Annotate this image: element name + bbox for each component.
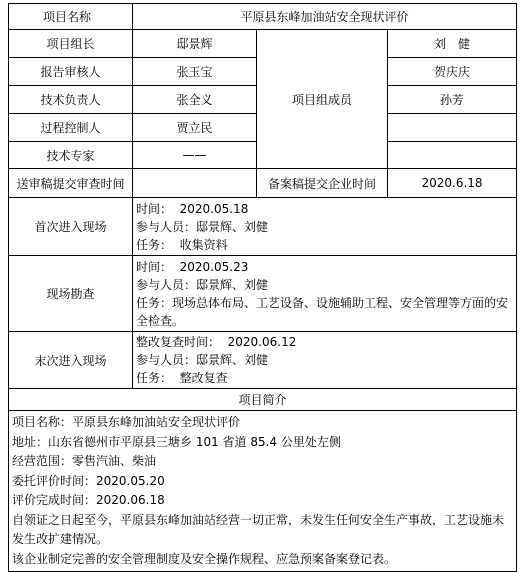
review-submit-value [133,169,257,198]
filing-submit-value: 2020.6.18 [388,169,517,198]
expert-value: —— [133,142,257,169]
tech-lead-label: 技术负责人 [9,86,133,114]
member-4 [388,114,517,142]
visit-survey-details [133,256,517,332]
intro-commission-date: 委托评价时间：2020.05.20 [12,473,165,488]
intro-completion-date: 评价完成时间：2020.06.18 [12,493,165,507]
members-label: 项目组成员 [257,30,388,169]
visit-first-details [133,198,517,256]
visit-last-time: 整改复查时间： 2020.06.12 [136,335,297,349]
intro-body [9,411,517,572]
project-name-row [9,4,517,30]
leader-label: 项目组长 [9,30,133,58]
visit-first-time: 时间： 2020.05.18 [136,201,249,216]
visit-survey-people: 参与人员：邸景辉、刘健 [136,277,269,292]
intro-project-name: 项目名称：平原县东峰加油站安全现状评价 [12,415,241,429]
leader-value: 邸景辉 [133,30,257,58]
intro-management-system: 该企业制定完善的安全管理制度及安全操作规程、应急预案备案登记表。 [12,551,397,566]
evaluation-form [8,3,516,572]
visit-first-row [9,198,517,256]
process-label: 过程控制人 [9,114,133,142]
visit-first-people: 参与人员：邸景辉、刘健 [136,219,269,234]
reviewer-value: 张玉宝 [133,58,257,86]
intro-title: 项目简介 [9,389,517,411]
reviewer-label: 报告审核人 [9,58,133,86]
project-name-value: 平原县东峰加油站安全现状评价 [133,4,517,30]
member-5 [388,142,517,169]
visit-survey-label: 现场勘查 [9,256,133,332]
intro-title-row [9,389,517,411]
visit-last-details [133,332,517,389]
visit-last-label: 末次进入现场 [9,332,133,389]
process-value: 贾立民 [133,114,257,142]
intro-operation-status: 自领证之日起至今，平原县东峰加油站经营一切正常，未发生任何安全生产事故，工艺设施未发生改扩建情况。 [12,512,505,546]
member-3: 孙芳 [388,86,517,114]
visit-first-task: 任务： 收集资料 [136,237,228,252]
intro-scope: 经营范围：零售汽油、柴油 [12,454,157,468]
expert-label: 技术专家 [9,142,133,169]
member-1: 刘 健 [388,30,517,58]
project-name-label: 项目名称 [9,4,133,30]
member-2: 贺庆庆 [388,58,517,86]
project-info-table [8,3,517,572]
filing-submit-label: 备案稿提交企业时间 [257,169,388,198]
intro-address: 地址：山东省德州市平原县三塘乡 101 省道 85.4 公里处左侧 [12,434,341,449]
review-submit-label: 送审稿提交审查时间 [9,169,133,198]
visit-survey-time: 时间： 2020.05.23 [136,259,249,274]
visit-last-people: 参与人员：邸景辉、刘健 [136,353,269,367]
visit-survey-row [9,256,517,332]
visit-first-label: 首次进入现场 [9,198,133,256]
visit-survey-task: 任务：现场总体布局、工艺设备、设施辅助工程、安全管理等方面的安全检查。 [136,295,509,328]
visit-last-row [9,332,517,389]
submission-row [9,169,517,198]
visit-last-task: 任务： 整改复查 [136,371,228,385]
intro-body-row [9,411,517,572]
tech-lead-value: 张全义 [133,86,257,114]
leader-row [9,30,517,58]
